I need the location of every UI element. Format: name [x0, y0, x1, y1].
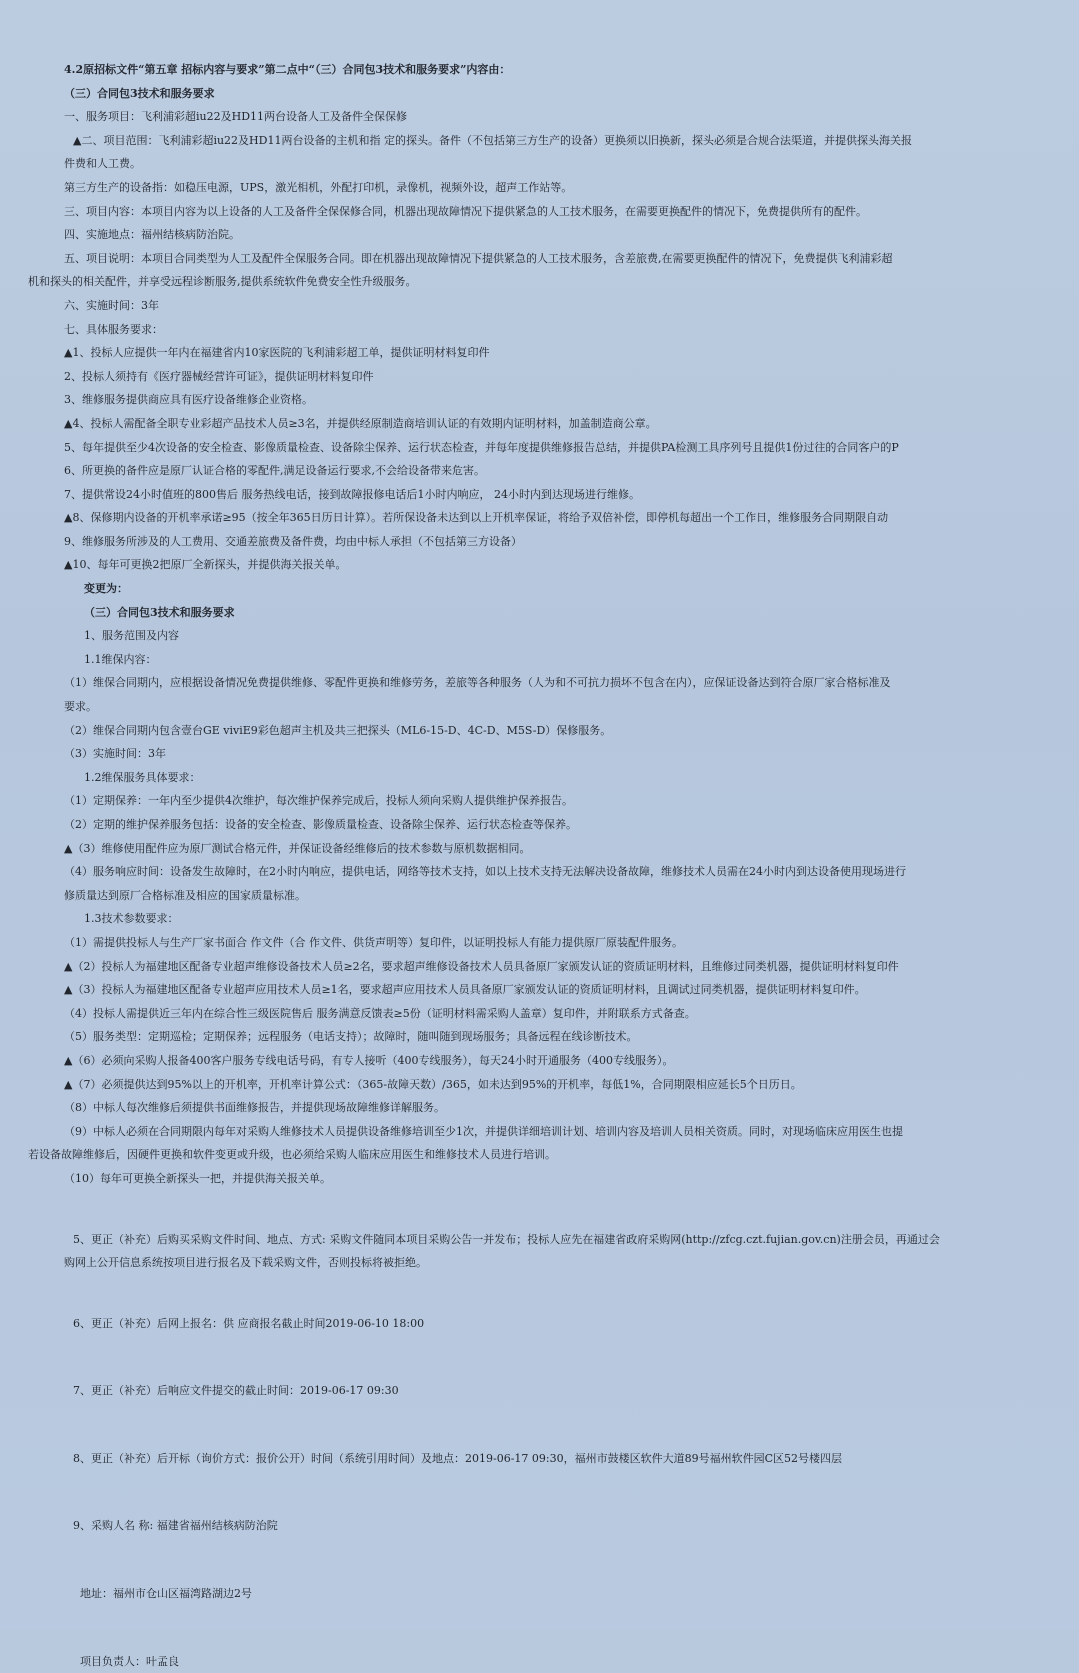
new-line: 1.2维保服务具体要求： — [84, 770, 201, 784]
project-contact: 项目负责人：叶孟良 — [80, 1654, 179, 1668]
original-line: ▲8、保修期内设备的开机率承诺≥95（按全年365日历日计算）。若所保设备未达到以上开机率保证，将给予双倍补偿，即停机每超出一个工作日，维修服务合同期限自动 — [64, 511, 889, 525]
original-line: 七、具体服务要求： — [64, 322, 163, 336]
original-requirements — [28, 105, 1068, 577]
original-line: 6、所更换的备件应是原厂认证合格的零配件,满足设备运行要求,不会给设备带来危害。 — [64, 464, 485, 478]
amendment-intro: 4.2原招标文件“第五章 招标内容与要求”第二点中“（三）合同包3技术和服务要求”内容由： — [64, 63, 511, 76]
original-line: 2、投标人须持有《医疗器械经营许可证》，提供证明材料复印件 — [64, 369, 374, 383]
new-line: （2）维保合同期内包含壹台GE viviE9彩色超声主机及共三把探头（ML6-15-D、4C-D、M5S-D）保修服务。 — [64, 723, 612, 737]
purchaser-address: 地址：福州市仓山区福湾路湖边2号 — [80, 1587, 252, 1601]
original-line: 五、项目说明：本项目合同类型为人工及配件全保服务合同。即在机器出现故障情况下提供紧急的人工技术服务，含差旅费,在需要更换配件的情况下，免费提供飞利浦彩超 — [64, 251, 893, 265]
original-line: ▲1、投标人应提供一年内在福建省内10家医院的飞利浦彩超工单，提供证明材料复印件 — [64, 346, 490, 360]
original-line: ▲10、每年可更换2把原厂全新探头，并提供海关报关单。 — [64, 558, 347, 572]
new-line: 1.3技术参数要求： — [84, 912, 179, 926]
original-line: 机和探头的相关配件，并享受远程诊断服务,提供系统软件免费安全性升级服务。 — [28, 275, 417, 289]
item-6: 6、更正（补充）后网上报名：供 应商报名截止时间2019-06-10 18:00 — [73, 1316, 425, 1330]
new-line: （10）每年可更换全新探头一把，并提供海关报关单。 — [64, 1171, 331, 1185]
original-line: ▲二、项目范围：飞利浦彩超iu22及HD11两台设备的主机和指 定的探头。备件（不包括第三方生产的设备）更换须以旧换新，探头必须是合规合法渠道，并提供探头海关报 — [73, 133, 912, 147]
item-9: 9、采购人名 称: 福建省福州结核病防治院 — [73, 1519, 278, 1533]
original-line: 一、服务项目：飞利浦彩超iu22及HD11两台设备人工及备件全保保修 — [64, 110, 408, 124]
new-line: （2）定期的维护保养服务包括：设备的安全检查、影像质量检查、设备除尘保养、运行状态检查等保养。 — [64, 818, 577, 831]
new-line: 若设备故障维修后，因硬件更换和软件变更或升级，也必须给采购人临床应用医生和维修技术人员进行培训。 — [28, 1148, 556, 1162]
new-line: （9）中标人必须在合同期限内每年对采购人维修技术人员提供设备维修培训至少1次，并提供详细培训计划、培训内容及培训人员相关资质。同时，对现场临床应用医生也提 — [64, 1124, 903, 1138]
new-line: 要求。 — [64, 700, 97, 714]
new-line: 修质量达到原厂合格标准及相应的国家质量标准。 — [64, 888, 306, 902]
original-line: 第三方生产的设备指：如稳压电源，UPS，激光相机，外配打印机，录像机，视频外设，超声工作站等。 — [64, 180, 573, 194]
item-7: 7、更正（补充）后响应文件提交的截止时间：2019-06-17 09:30 — [73, 1384, 399, 1398]
original-line: 六、实施时间：3年 — [64, 298, 159, 312]
item-5-line: 购网上公开信息系统按项目进行报名及下载采购文件，否则投标将被拒绝。 — [64, 1256, 427, 1270]
original-line: 5、每年提供至少4次设备的安全检查、影像质量检查、设备除尘保养、运行状态检查，并每年度提供维修报告总结，并提供PA检测工具序列号且提供1份过往的合同客户的P — [64, 440, 899, 454]
item-8: 8、更正（补充）后开标（询价方式：报价公开）时间（系统引用时间）及地点：2019-06-17 09:30，福州市鼓楼区软件大道89号福州软件园C区52号楼四层 — [73, 1451, 843, 1465]
original-line: 四、实施地点：福州结核病防治院。 — [64, 228, 240, 242]
new-requirements — [28, 624, 1068, 1190]
change-label: 变更为： — [84, 582, 128, 596]
original-line: 3、维修服务提供商应具有医疗设备维修企业资格。 — [64, 393, 313, 407]
new-line: （8）中标人每次维修后须提供书面维修报告，并提供现场故障维修详解服务。 — [64, 1101, 445, 1115]
original-line: 7、提供常设24小时值班的800售后 服务热线电话，接到故障报修电话后1小时内响应， 24小时内到达现场进行维修。 — [64, 487, 640, 501]
new-line: （4）服务响应时间：设备发生故障时，在2小时内响应，提供电话，网络等技术支持，如以上技术支持无法解决设备故障，维修技术人员需在24小时内到达设备使用现场进行 — [64, 865, 906, 879]
new-line: ▲（7）必须提供达到95%以上的开机率，开机率计算公式：（365-故障天数）/365，如未达到95%的开机率，每低1%，合同期限相应延长5个日历日。 — [64, 1077, 802, 1091]
new-line: 1、服务范围及内容 — [84, 629, 179, 643]
new-line: （4）投标人需提供近三年内在综合性三级医院售后 服务满意反馈表≥5份（证明材料需采购人盖章）复印件，并附联系方式备查。 — [64, 1006, 696, 1020]
new-line: （1）定期保养：一年内至少提供4次维护，每次维护保养完成后，投标人须向采购人提供维护保养报告。 — [64, 794, 573, 808]
new-section-heading: （三）合同包3技术和服务要求 — [84, 605, 235, 619]
new-line: （1）需提供投标人与生产厂家书面合 作文件（合 作文件、供货声明等）复印件，以证明投标人有能力提供原厂原装配件服务。 — [64, 935, 683, 949]
document-body — [28, 58, 1068, 1673]
new-line: ▲（6）必须向采购人报备400客户服务专线电话号码，有专人接听（400专线服务），每天24小时开通服务（400专线服务）。 — [64, 1053, 674, 1067]
new-line: 1.1维保内容： — [84, 652, 157, 666]
new-line: ▲（3）维修使用配件应为原厂测试合格元件，并保证设备经维修后的技术参数与原机数据相同。 — [64, 841, 531, 855]
new-line: ▲（2）投标人为福建地区配备专业超声维修设备技术人员≥2名，要求超声维修设备技术人员具备原厂家颁发认证的资质证明材料，且维修过同类机器，提供证明材料复印件 — [64, 959, 899, 973]
original-section-heading: （三）合同包3技术和服务要求 — [64, 86, 215, 100]
new-line: ▲（3）投标人为福建地区配备专业超声应用技术人员≥1名，要求超声应用技术人员具备原厂家颁发认证的资质证明材料，且调试过同类机器，提供证明材料复印件。 — [64, 983, 866, 997]
original-line: 件费和人工费。 — [64, 157, 141, 171]
new-line: （5）服务类型：定期巡检；定期保养；远程服务（电话支持）；故障时，随叫随到现场服务；具备远程在线诊断技术。 — [64, 1030, 638, 1044]
original-line: 三、项目内容：本项目内容为以上设备的人工及备件全保保修合同，机器出现故障情况下提供紧急的人工技术服务，在需要更换配件的情况下，免费提供所有的配件。 — [64, 204, 867, 218]
item-5-line: 5、更正（补充）后购买采购文件时间、地点、方式: 采购文件随同本项目采购公告一并发布；投标人应先在福建省政府采购网(http://zfcg.czt.fujian.gov.cn)注册会员，再通过会 — [73, 1232, 940, 1246]
new-line: （1）维保合同期内，应根据设备情况免费提供维修、零配件更换和维修劳务，差旅等各种服务（人为和不可抗力损坏不包含在内），应保证设备达到符合原厂家合格标准及 — [64, 676, 891, 690]
new-line: （3）实施时间：3年 — [64, 747, 166, 761]
original-line: 9、维修服务所涉及的人工费用、交通差旅费及备件费，均由中标人承担（不包括第三方设备） — [64, 534, 522, 548]
original-line: ▲4、投标人需配备全职专业彩超产品技术人员≥3名，并提供经原制造商培训认证的有效期内证明材料，加盖制造商公章。 — [64, 416, 657, 430]
